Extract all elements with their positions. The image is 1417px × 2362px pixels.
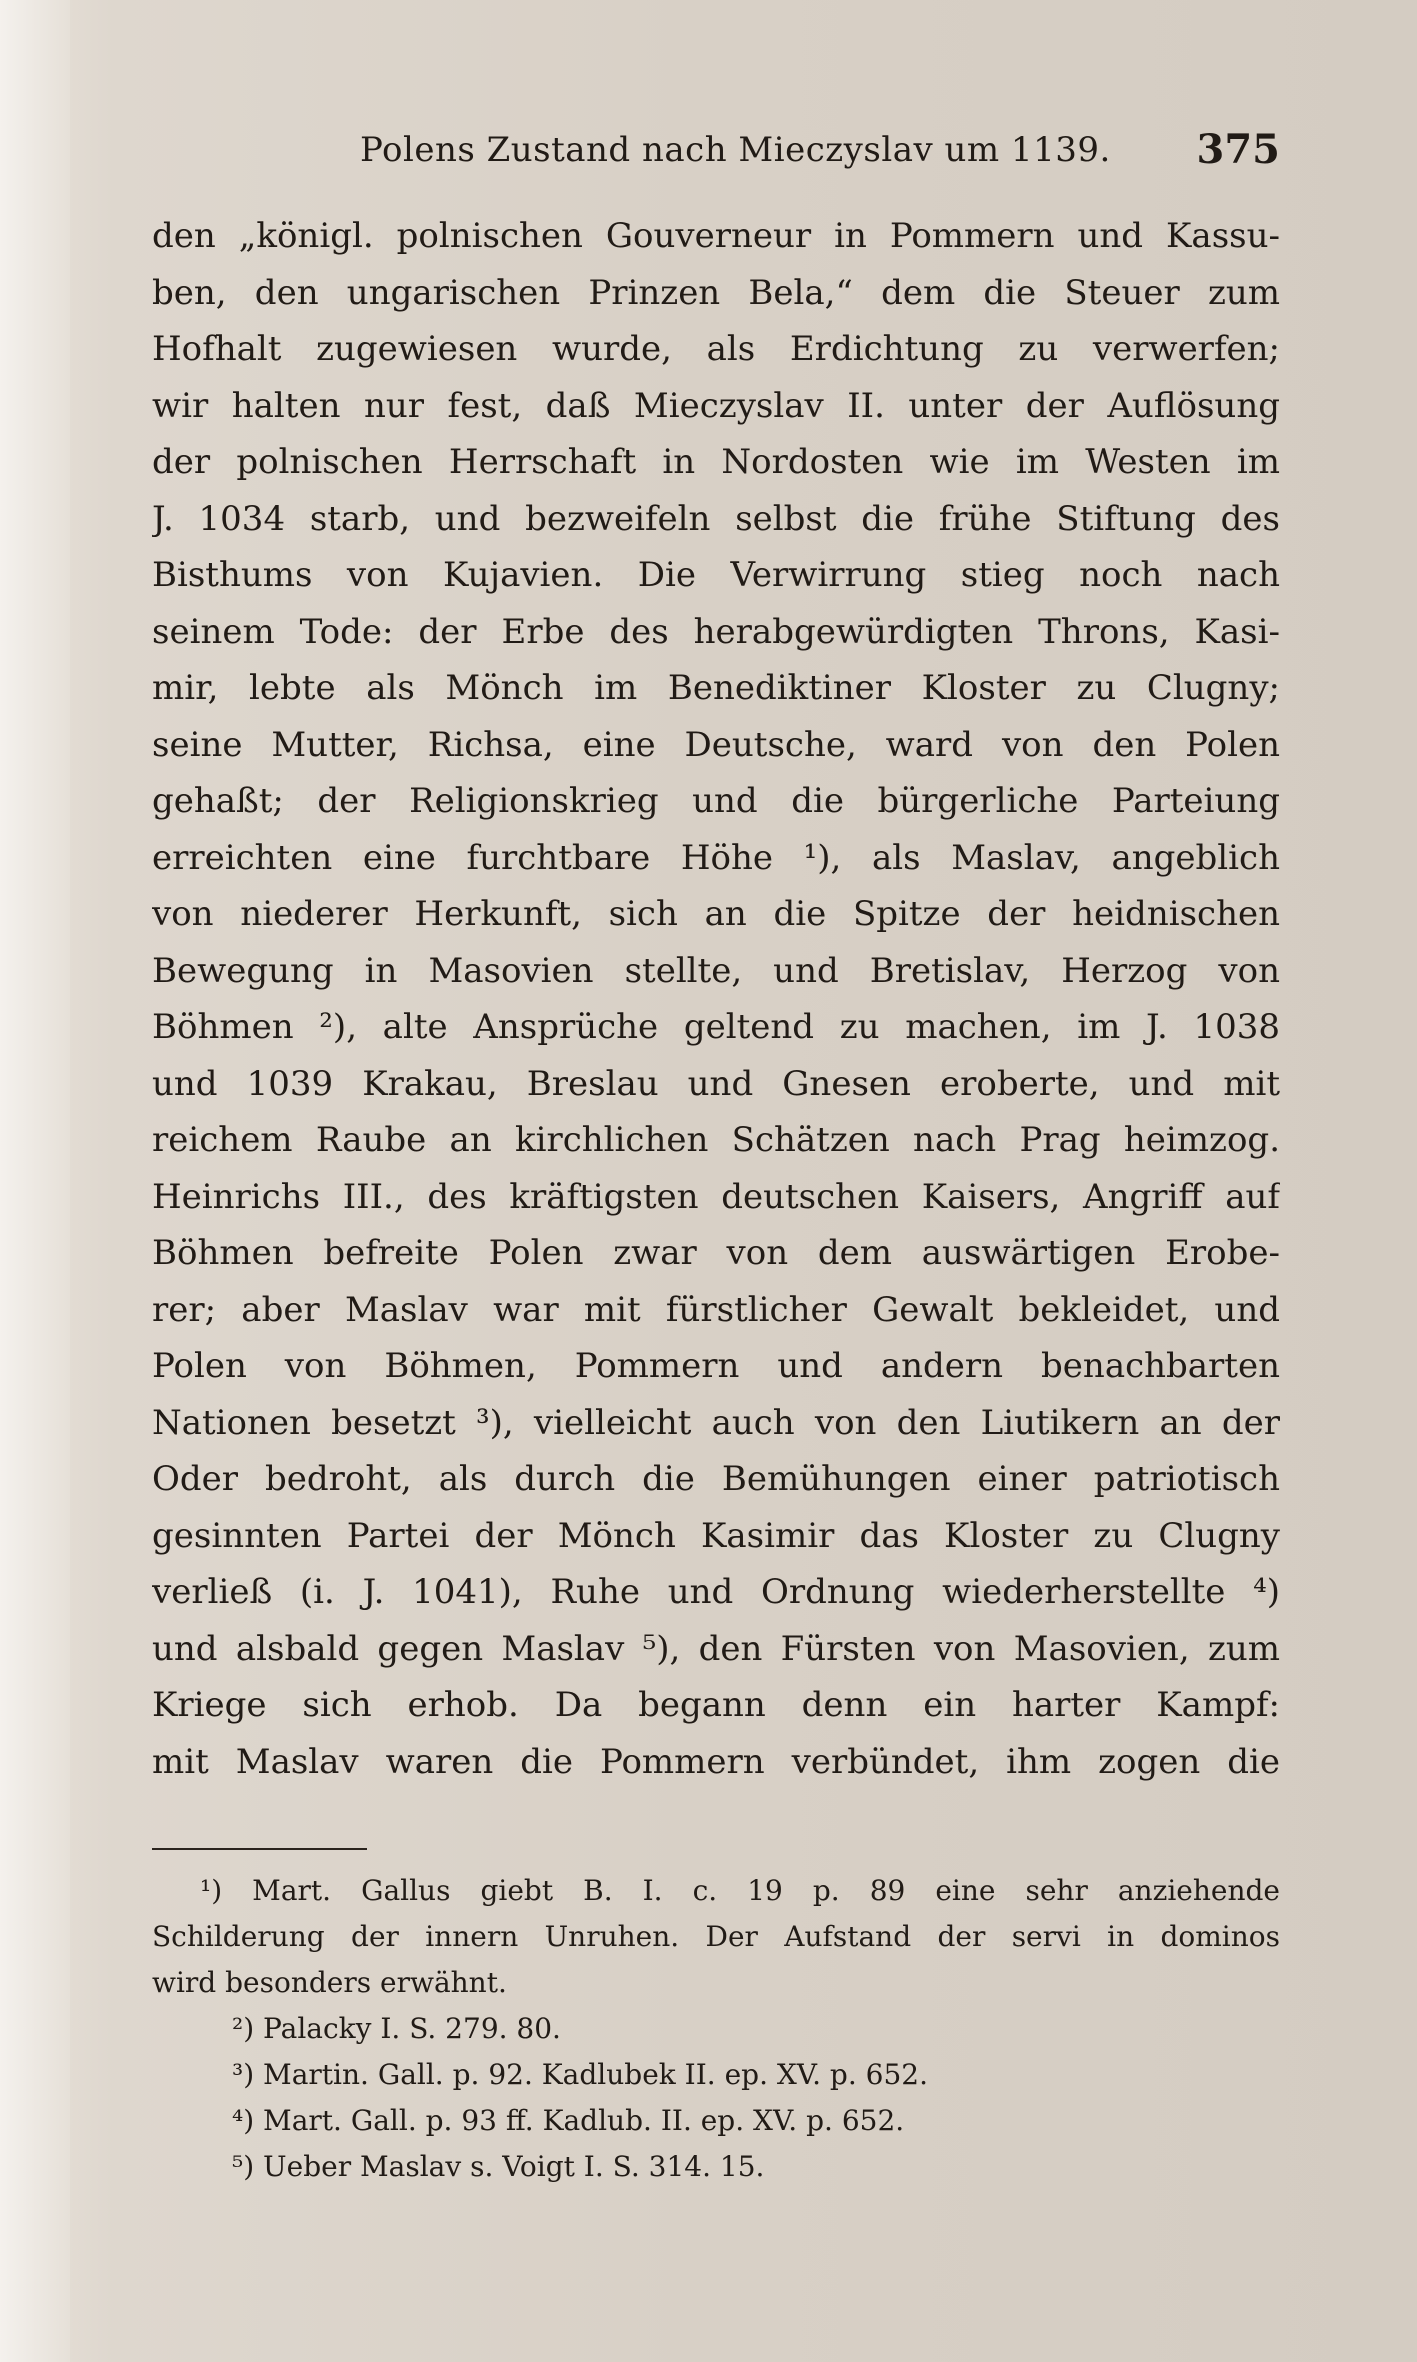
footnote-2: ²) Palacky I. S. 279. 80. [232, 2012, 561, 2045]
text-line: Oder bedroht, als durch die Bemühungen einer patriotisch [152, 1459, 1280, 1499]
text-line: Kriege sich erhob. Da begann denn ein harter Kampf: [152, 1685, 1280, 1725]
text-line: von niederer Herkunft, sich an die Spitze der heidnischen [152, 894, 1280, 934]
text-line: Bisthums von Kujavien. Die Verwirrung stieg noch nach [152, 555, 1280, 595]
running-title: Polens Zustand nach Mieczyslav um 1139. [360, 130, 1111, 170]
footnotes [152, 1868, 1280, 2190]
text-line: gehaßt; der Religionskrieg und die bürgerliche Parteiung [152, 781, 1280, 821]
footnote-3: ³) Martin. Gall. p. 92. Kadlubek II. ep. XV. p. 652. [232, 2058, 928, 2091]
text-line: mir, lebte als Mönch im Benediktiner Kloster zu Clugny; [152, 668, 1280, 708]
text-line: seine Mutter, Richsa, eine Deutsche, ward von den Polen [152, 724, 1280, 765]
footnote-divider [152, 1848, 367, 1850]
text-line: Heinrichs III., des kräftigsten deutschen Kaisers, Angriff auf [152, 1176, 1280, 1217]
text-line: der polnischen Herrschaft in Nordosten wie im Westen im [152, 442, 1280, 482]
text-line: rer; aber Maslav war mit fürstlicher Gewalt bekleidet, und [152, 1289, 1280, 1330]
text-line: gesinnten Partei der Mönch Kasimir das Kloster zu Clugny [152, 1515, 1280, 1556]
text-line: Polen von Böhmen, Pommern und andern benachbarten [152, 1346, 1280, 1386]
footnote-1-line-2: Schilderung der innern Unruhen. Der Aufstand der servi in dominos [152, 1920, 1280, 1953]
footnote-1-line-1: ¹) Mart. Gallus giebt B. I. c. 19 p. 89 eine sehr anziehende [200, 1874, 1280, 1907]
text-line: den „königl. polnischen Gouverneur in Pommern und Kassu- [152, 216, 1280, 256]
text-line: Böhmen ²), alte Ansprüche geltend zu machen, im J. 1038 [152, 1007, 1280, 1047]
page-number: 375 [1196, 126, 1280, 173]
text-line: wir halten nur fest, daß Mieczyslav II. unter der Auflösung [152, 385, 1280, 426]
text-line: ben, den ungarischen Prinzen Bela,“ dem die Steuer zum [152, 272, 1280, 313]
text-line: J. 1034 starb, und bezweifeln selbst die frühe Stiftung des [152, 498, 1280, 539]
footnote-5: ⁵) Ueber Maslav s. Voigt I. S. 314. 15. [232, 2150, 765, 2183]
text-line: verließ (i. J. 1041), Ruhe und Ordnung wiederherstellte ⁴) [152, 1572, 1280, 1612]
footnote-4: ⁴) Mart. Gall. p. 93 ff. Kadlub. II. ep. XV. p. 652. [232, 2104, 905, 2137]
text-line: erreichten eine furchtbare Höhe ¹), als Maslav, angeblich [152, 837, 1280, 878]
footnote-1-line-3: wird besonders erwähnt. [152, 1966, 507, 1999]
text-line: und alsbald gegen Maslav ⁵), den Fürsten von Masovien, zum [152, 1628, 1280, 1669]
text-line: seinem Tode: der Erbe des herabgewürdigten Throns, Kasi- [152, 611, 1280, 652]
text-line: Böhmen befreite Polen zwar von dem auswärtigen Erobe- [152, 1233, 1280, 1273]
page-edge-shadow [0, 0, 70, 2362]
text-line: mit Maslav waren die Pommern verbündet, ihm zogen die [152, 1741, 1280, 1782]
text-line: Bewegung in Masovien stellte, und Bretislav, Herzog von [152, 950, 1280, 991]
text-line: Nationen besetzt ³), vielleicht auch von den Liutikern an der [152, 1402, 1280, 1443]
text-line: Hofhalt zugewiesen wurde, als Erdichtung zu verwerfen; [152, 329, 1280, 369]
text-line: und 1039 Krakau, Breslau und Gnesen eroberte, und mit [152, 1063, 1280, 1104]
page-header [360, 120, 1280, 180]
main-text [152, 208, 1280, 1790]
text-line: reichem Raube an kirchlichen Schätzen nach Prag heimzog. [152, 1120, 1280, 1160]
